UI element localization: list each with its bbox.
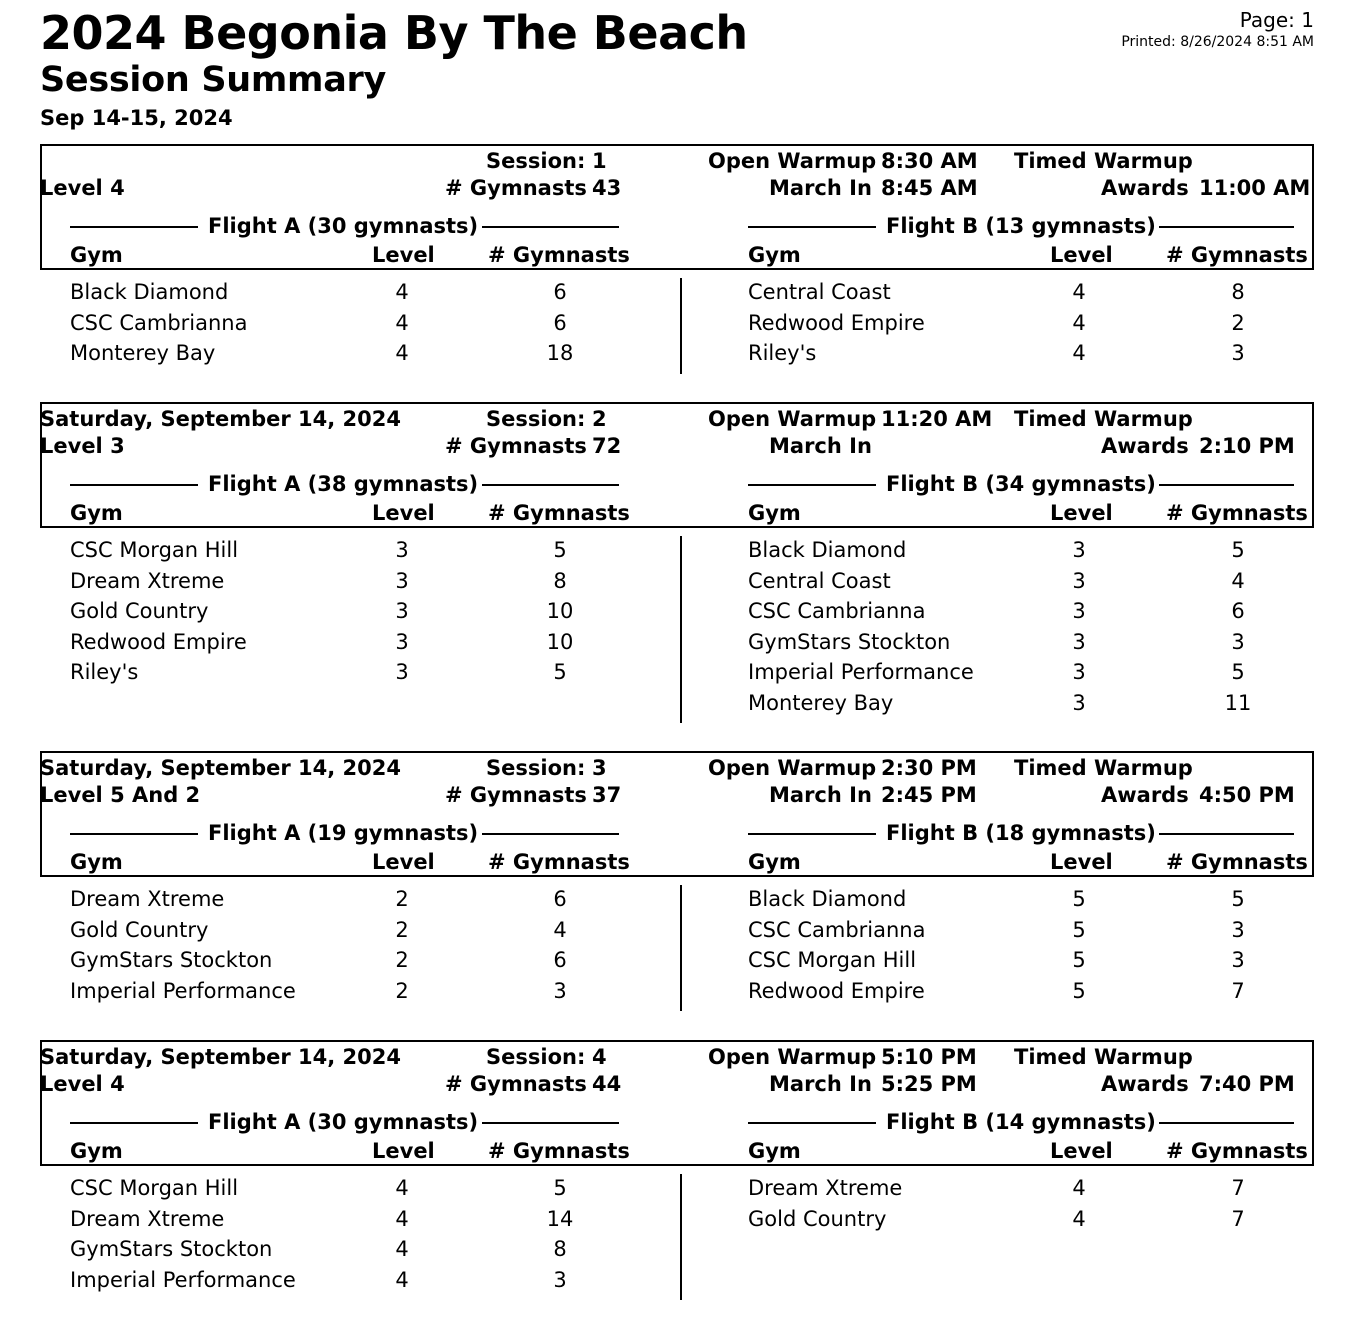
flight-b-rule-left [748,484,876,486]
awards-label: Awards [1101,1072,1189,1096]
march-in-label: March In [769,176,872,200]
flight-b-row-count: 3 [1231,917,1245,942]
session-date: Saturday, September 14, 2024 [40,1045,402,1069]
flight-b-row-count: 7 [1231,1176,1245,1200]
col-header-level: Level [372,243,435,267]
flight-a-row-count: 5 [553,1176,567,1200]
session-body [40,528,1314,723]
flight-a-row-count: 10 [546,629,574,654]
flight-b-row-gym: Gold Country [748,1206,887,1231]
flight-a-row-gym: GymStars Stockton [70,948,273,972]
flight-b-row-count: 11 [1224,690,1252,715]
timed-warmup-label: Timed Warmup [1014,149,1193,173]
flight-a-row-gym: CSC Morgan Hill [70,538,239,562]
flight-b-row-count: 4 [1231,568,1245,593]
flight-b-row-gym: Redwood Empire [748,978,925,1003]
open-warmup-label: Open Warmup [708,756,877,780]
col-header-gym: Gym [748,1139,801,1163]
session-date: Saturday, September 14, 2024 [40,407,402,431]
col-header-gym: Gym [748,243,801,267]
open-warmup-label: Open Warmup [708,407,877,431]
flight-a-row-level: 4 [395,341,409,365]
flight-b-row-count: 7 [1231,1206,1245,1231]
flight-divider [680,1174,682,1300]
flight-a-title: Flight A (38 gymnasts) [208,472,479,496]
flight-b-row-gym: GymStars Stockton [748,629,951,654]
col-header-gym: Gym [70,1139,123,1163]
flight-a-row-level: 3 [395,568,409,593]
awards-time: 7:40 PM [1199,1072,1295,1096]
flight-a-row-level: 3 [395,629,409,654]
flight-a-rule-right [482,484,619,486]
session-number: 1 [592,149,607,173]
col-header-gymnasts: # Gymnasts [488,850,630,874]
flight-a-row-gym: Redwood Empire [70,629,247,654]
flight-b-rule-right [1159,484,1294,486]
session-level: Level 4 [40,176,125,200]
flight-b-row-gym: Dream Xtreme [748,1176,903,1200]
flight-b-rule-right [1159,226,1294,228]
flight-a-row-count: 10 [546,599,574,623]
session-level: Level 3 [40,434,125,458]
gymnasts-total: 72 [592,434,622,458]
flight-b-row-level: 4 [1072,341,1086,365]
col-header-gymnasts: # Gymnasts [1166,1139,1308,1163]
flight-a-rule-right [482,226,619,228]
flight-a-row-gym: Gold Country [70,599,209,623]
gymnasts-total: 43 [592,176,622,200]
flight-divider [680,278,682,374]
flight-b-row-level: 5 [1072,948,1086,972]
session-block [40,751,1314,1011]
session-body [40,877,1314,1011]
flight-a-row-count: 3 [553,1267,567,1292]
flight-b-row-count: 3 [1231,629,1245,654]
flight-divider [680,885,682,1011]
open-warmup-time: 2:30 PM [881,756,977,780]
flight-a-row-gym: Imperial Performance [70,978,296,1003]
flight-a-row-gym: Riley's [70,660,139,684]
session-date: Saturday, September 14, 2024 [40,756,402,780]
flight-a-row-count: 5 [553,538,567,562]
flight-a-rule-left [70,484,198,486]
flight-a-row-count: 8 [553,568,567,593]
gymnasts-label: # Gymnasts [445,783,587,807]
session-header [40,402,1314,528]
flight-b-row-gym: Black Diamond [748,538,907,562]
session-number: 4 [592,1045,607,1069]
flight-b-row-gym: CSC Cambrianna [748,599,926,623]
timed-warmup-label: Timed Warmup [1014,1045,1193,1069]
flight-a-row-gym: Black Diamond [70,280,229,304]
flight-a-row-level: 3 [395,538,409,562]
col-header-gymnasts: # Gymnasts [488,501,630,525]
flight-b-row-level: 3 [1072,568,1086,593]
col-header-gymnasts: # Gymnasts [1166,243,1308,267]
flight-a-row-gym: CSC Morgan Hill [70,1176,239,1200]
open-warmup-time: 8:30 AM [881,149,978,173]
flight-a-row-count: 8 [553,1237,567,1261]
flight-b-row-level: 4 [1072,280,1086,304]
flight-a-row-gym: GymStars Stockton [70,1237,273,1261]
gymnasts-label: # Gymnasts [445,176,587,200]
session-label: Session: [486,1045,586,1069]
flight-b-row-gym: Redwood Empire [748,310,925,335]
flight-a-row-level: 4 [395,1237,409,1261]
flight-b-row-gym: Imperial Performance [748,660,974,684]
march-in-label: March In [769,1072,872,1096]
flight-a-row-count: 6 [553,280,567,304]
awards-time: 4:50 PM [1199,783,1295,807]
flight-b-row-gym: CSC Morgan Hill [748,948,917,972]
session-block [40,144,1314,374]
col-header-level: Level [1050,850,1113,874]
flight-a-row-gym: Monterey Bay [70,341,216,365]
session-level: Level 4 [40,1072,125,1096]
flight-b-row-level: 3 [1072,660,1086,684]
flight-b-rule-right [1159,833,1294,835]
session-header [40,1040,1314,1166]
flight-a-row-level: 2 [395,978,409,1003]
col-header-gym: Gym [70,243,123,267]
flight-a-row-gym: Dream Xtreme [70,568,225,593]
col-header-gymnasts: # Gymnasts [1166,501,1308,525]
flight-b-title: Flight B (14 gymnasts) [886,1110,1156,1134]
session-header [40,144,1314,270]
report-date-range: Sep 14-15, 2024 [40,106,233,130]
march-in-label: March In [769,783,872,807]
flight-a-row-count: 5 [553,660,567,684]
flight-b-row-level: 3 [1072,599,1086,623]
march-in-time: 8:45 AM [881,176,978,200]
flight-a-rule-left [70,833,198,835]
flight-a-row-count: 14 [546,1206,574,1231]
col-header-gym: Gym [70,850,123,874]
col-header-gym: Gym [70,501,123,525]
flight-b-row-level: 3 [1072,690,1086,715]
flight-b-row-gym: Black Diamond [748,887,907,911]
flight-b-row-level: 4 [1072,1206,1086,1231]
col-header-gym: Gym [748,501,801,525]
flight-b-title: Flight B (18 gymnasts) [886,821,1156,845]
session-body [40,270,1314,374]
col-header-level: Level [1050,243,1113,267]
flight-a-row-gym: Dream Xtreme [70,887,225,911]
session-block [40,402,1314,723]
flight-b-title: Flight B (34 gymnasts) [886,472,1156,496]
flight-b-row-count: 3 [1231,341,1245,365]
flight-a-row-level: 2 [395,917,409,942]
flight-a-row-count: 4 [553,917,567,942]
col-header-gymnasts: # Gymnasts [1166,850,1308,874]
flight-b-rule-left [748,833,876,835]
open-warmup-time: 5:10 PM [881,1045,977,1069]
awards-label: Awards [1101,783,1189,807]
flight-a-title: Flight A (19 gymnasts) [208,821,479,845]
flight-b-row-gym: CSC Cambrianna [748,917,926,942]
flight-a-rule-left [70,226,198,228]
flight-b-row-level: 5 [1072,978,1086,1003]
flight-b-row-level: 4 [1072,310,1086,335]
flight-b-row-level: 5 [1072,887,1086,911]
gymnasts-label: # Gymnasts [445,1072,587,1096]
flight-b-row-gym: Riley's [748,341,817,365]
flight-b-row-count: 2 [1231,310,1245,335]
session-header [40,751,1314,877]
open-warmup-time: 11:20 AM [881,407,993,431]
flight-b-row-gym: Central Coast [748,280,891,304]
flight-b-row-count: 6 [1231,599,1245,623]
flight-b-row-count: 3 [1231,948,1245,972]
flight-b-row-count: 5 [1231,538,1245,562]
awards-label: Awards [1101,176,1189,200]
flight-b-row-count: 8 [1231,280,1245,304]
col-header-gymnasts: # Gymnasts [488,243,630,267]
flight-a-row-count: 6 [553,948,567,972]
march-in-label: March In [769,434,872,458]
flight-a-row-count: 3 [553,978,567,1003]
col-header-gym: Gym [748,850,801,874]
session-block [40,1040,1314,1300]
flight-a-row-level: 3 [395,599,409,623]
flight-b-row-level: 4 [1072,1176,1086,1200]
timed-warmup-label: Timed Warmup [1014,756,1193,780]
flight-a-title: Flight A (30 gymnasts) [208,214,479,238]
flight-a-row-level: 4 [395,1267,409,1292]
report-subtitle: Session Summary [40,60,387,100]
flight-a-row-gym: Dream Xtreme [70,1206,225,1231]
awards-time: 2:10 PM [1199,434,1295,458]
flight-b-rule-left [748,1122,876,1124]
gymnasts-total: 37 [592,783,622,807]
session-label: Session: [486,756,586,780]
session-body [40,1166,1314,1300]
flight-a-row-count: 6 [553,310,567,335]
gymnasts-total: 44 [592,1072,622,1096]
flight-b-row-gym: Monterey Bay [748,690,894,715]
flight-a-row-level: 4 [395,310,409,335]
flight-b-row-count: 5 [1231,660,1245,684]
col-header-level: Level [1050,501,1113,525]
awards-label: Awards [1101,434,1189,458]
timed-warmup-label: Timed Warmup [1014,407,1193,431]
flight-a-row-level: 4 [395,1206,409,1231]
flight-a-title: Flight A (30 gymnasts) [208,1110,479,1134]
awards-time: 11:00 AM [1199,176,1311,200]
flight-a-row-level: 2 [395,948,409,972]
flight-a-row-level: 4 [395,1176,409,1200]
col-header-level: Level [372,501,435,525]
session-label: Session: [486,407,586,431]
session-level: Level 5 And 2 [40,783,201,807]
flight-a-row-level: 2 [395,887,409,911]
flight-a-rule-right [482,833,619,835]
flight-a-row-gym: CSC Cambrianna [70,310,248,335]
report-title: 2024 Begonia By The Beach [40,6,748,60]
march-in-time: 2:45 PM [881,783,977,807]
flight-b-rule-right [1159,1122,1294,1124]
flight-a-row-gym: Gold Country [70,917,209,942]
flight-a-rule-right [482,1122,619,1124]
flight-b-row-gym: Central Coast [748,568,891,593]
flight-b-row-level: 3 [1072,629,1086,654]
flight-a-row-gym: Imperial Performance [70,1267,296,1292]
open-warmup-label: Open Warmup [708,1045,877,1069]
open-warmup-label: Open Warmup [708,149,877,173]
session-number: 3 [592,756,607,780]
gymnasts-label: # Gymnasts [445,434,587,458]
flight-a-row-level: 3 [395,660,409,684]
flight-a-row-count: 6 [553,887,567,911]
page-number: Page: 1 [1239,8,1314,32]
flight-a-row-level: 4 [395,280,409,304]
flight-b-rule-left [748,226,876,228]
march-in-time: 5:25 PM [881,1072,977,1096]
printed-timestamp: Printed: 8/26/2024 8:51 AM [1121,34,1314,50]
flight-b-row-count: 5 [1231,887,1245,911]
flight-b-title: Flight B (13 gymnasts) [886,214,1156,238]
flight-a-rule-left [70,1122,198,1124]
col-header-level: Level [372,850,435,874]
col-header-gymnasts: # Gymnasts [488,1139,630,1163]
flight-a-row-count: 18 [546,341,574,365]
session-number: 2 [592,407,607,431]
col-header-level: Level [1050,1139,1113,1163]
flight-b-row-level: 3 [1072,538,1086,562]
session-label: Session: [486,149,586,173]
flight-divider [680,536,682,723]
flight-b-row-count: 7 [1231,978,1245,1003]
col-header-level: Level [372,1139,435,1163]
flight-b-row-level: 5 [1072,917,1086,942]
